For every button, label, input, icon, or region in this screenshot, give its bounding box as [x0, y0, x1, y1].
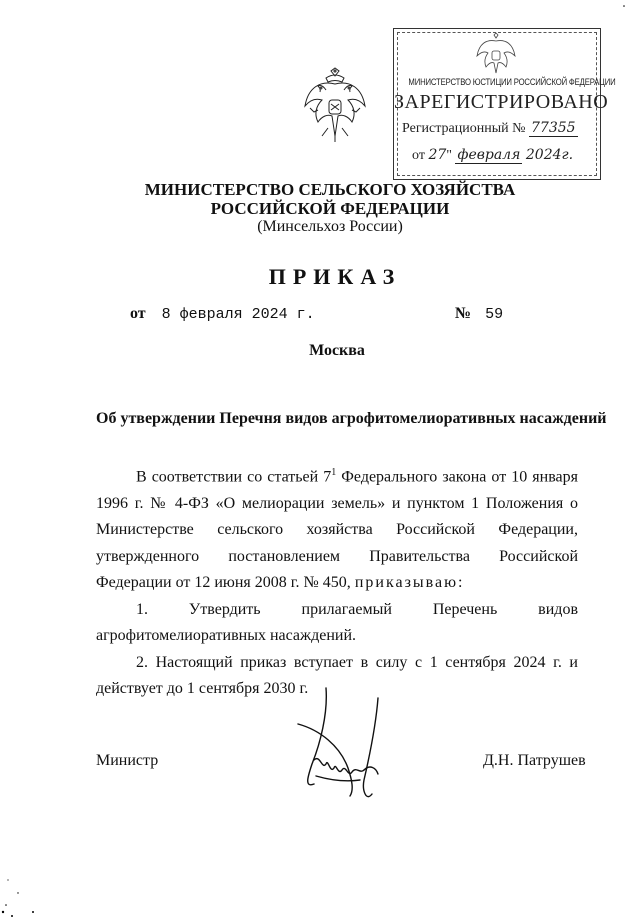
document-title: ПРИКАЗ	[268, 264, 402, 289]
handwritten-signature	[290, 684, 400, 814]
stamp-date-year: 2024г.	[525, 147, 574, 163]
order-number	[455, 305, 503, 323]
registration-stamp	[393, 28, 616, 180]
para1-part-b: Федерального закона от 10 января 1996 г. № 4-ФЗ «О мелиорации земель» и пунктом 1 Положения о Министерстве сельского хозяйства Российской Федерации, утвержденного постановлением Правительства Российской Федерации от 12 июня 2008 г. № 450,	[96, 468, 579, 592]
body-paragraph-1	[96, 460, 578, 597]
para1-superscript: 1	[331, 467, 337, 478]
signer-role: Министр	[96, 752, 159, 769]
stamp-reg-number: 77355	[531, 120, 576, 136]
stamp-registered-text: ЗАРЕГИСТРИРОВАНО	[394, 91, 609, 113]
order-number-label: №	[455, 305, 472, 322]
stamp-emblem-icon	[474, 32, 518, 74]
city: Москва	[309, 342, 365, 359]
stamp-date: от 27" февраля 2024г.	[412, 147, 574, 163]
stamp-reg-label: Регистрационный №	[402, 121, 526, 136]
order-subject: Об утверждении Перечня видов агрофитомелиоративных насаждений	[96, 410, 607, 427]
order-number-value: 59	[485, 306, 504, 323]
para1-part-a: В соответствии со статьей 7	[136, 468, 332, 486]
stamp-date-prefix: от	[412, 148, 425, 163]
para1-order-word: приказываю	[354, 574, 459, 592]
stamp-ministry-text: МИНИСТЕРСТВО ЮСТИЦИИ РОССИЙСКОЙ ФЕДЕРАЦИИ	[408, 77, 616, 87]
para1-end: :	[458, 574, 463, 592]
ministry-name-line1: МИНИСТЕРСТВО СЕЛЬСКОГО ХОЗЯЙСТВА	[144, 180, 516, 199]
body-item-1: 1. Утвердить прилагаемый Перечень видов агрофитомелиоративных насаждений.	[96, 600, 578, 645]
order-date-value: 8 февраля 2024 г.	[161, 306, 315, 323]
stamp-registration-number	[402, 120, 578, 137]
coat-of-arms-icon	[300, 66, 370, 146]
body-item-2: 2. Настоящий приказ вступает в силу с 1 сентября 2024 г. и действует до 1 сентября 2030 г.	[96, 653, 578, 698]
order-date	[130, 305, 315, 323]
order-body	[96, 460, 578, 703]
signer-name: Д.Н. Патрушев	[483, 752, 586, 769]
ministry-name-line2: РОССИЙСКОЙ ФЕДЕРАЦИИ	[210, 199, 450, 218]
stamp-date-month: февраля	[457, 147, 521, 163]
ministry-short-name: (Минсельхоз России)	[257, 218, 403, 235]
order-date-label: от	[130, 305, 146, 322]
stamp-date-day: 27	[428, 147, 447, 163]
